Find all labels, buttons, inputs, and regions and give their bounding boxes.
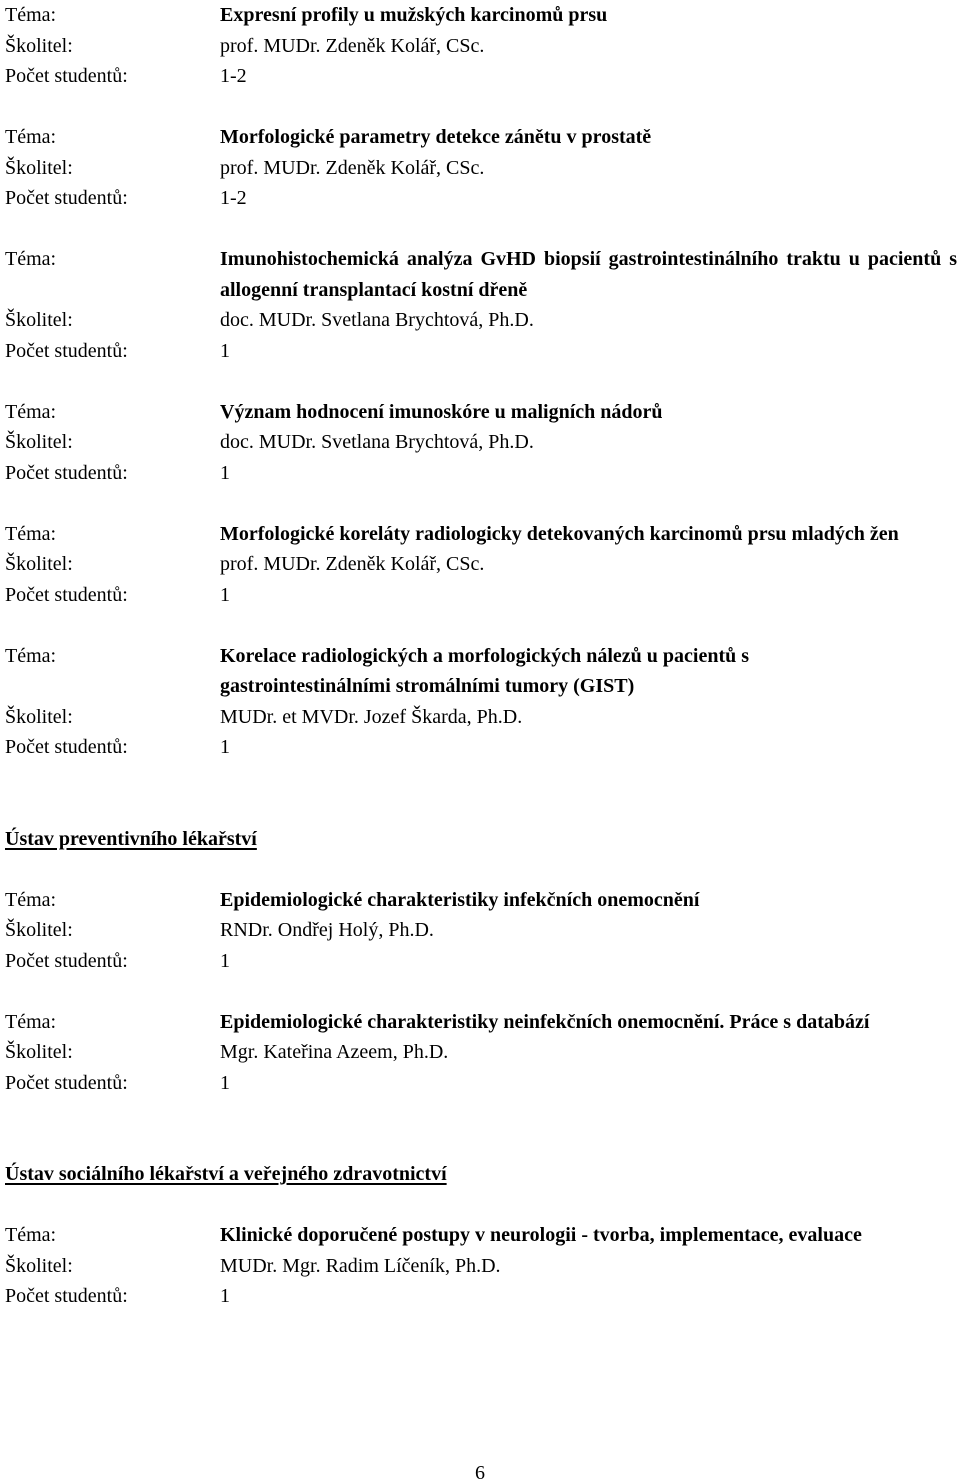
document-page <box>5 0 957 1312</box>
students-label: Počet studentů: <box>5 339 128 362</box>
students-count: 1 <box>220 1285 230 1307</box>
students-label: Počet studentů: <box>5 583 128 606</box>
students-count: 1-2 <box>220 187 247 209</box>
supervisor-label: Školitel: <box>5 705 73 728</box>
topic-label: Téma: <box>5 126 57 148</box>
thesis-entry <box>5 1220 957 1312</box>
students-count: 1 <box>220 339 230 362</box>
section-heading: Ústav preventivního lékařství <box>5 827 257 850</box>
topic-label: Téma: <box>5 644 57 667</box>
students-count: 1 <box>220 736 230 758</box>
supervisor-label: Školitel: <box>5 1254 73 1277</box>
students-label: Počet studentů: <box>5 187 128 209</box>
students-count: 1-2 <box>220 65 247 87</box>
supervisor-name: RNDr. Ondřej Holý, Ph.D. <box>220 919 434 941</box>
thesis-entry <box>5 0 957 92</box>
thesis-entry <box>5 885 957 977</box>
supervisor-name: doc. MUDr. Svetlana Brychtová, Ph.D. <box>220 309 534 331</box>
topic-title: Epidemiologické charakteristiky infekčních onemocnění <box>220 888 700 911</box>
supervisor-name: MUDr. et MVDr. Jozef Škarda, Ph.D. <box>220 705 523 728</box>
supervisor-label: Školitel: <box>5 156 73 179</box>
topic-label: Téma: <box>5 248 57 270</box>
topic-title: Klinické doporučené postupy v neurologii - tvorba, implementace, evaluace <box>220 1224 862 1246</box>
supervisor-label: Školitel: <box>5 309 73 331</box>
students-count: 1 <box>220 583 230 606</box>
section-heading: Ústav sociálního lékařství a veřejného zdravotnictví <box>5 1163 447 1185</box>
topic-title: Epidemiologické charakteristiky neinfekčních onemocnění. Práce s databází <box>220 1010 870 1033</box>
topic-title: Korelace radiologických a morfologických nálezů u pacientů s gastrointestinálními stromálními tumory (GIST) <box>220 644 750 697</box>
supervisor-label: Školitel: <box>5 431 73 453</box>
supervisor-name: prof. MUDr. Zdeněk Kolář, CSc. <box>220 34 485 57</box>
students-label: Počet studentů: <box>5 736 128 758</box>
topic-label: Téma: <box>5 888 57 911</box>
thesis-entry <box>5 122 957 214</box>
students-label: Počet studentů: <box>5 949 128 972</box>
topic-title: Morfologické koreláty radiologicky detekovaných karcinomů prsu mladých žen <box>220 522 899 545</box>
page-number: 6 <box>475 1462 485 1484</box>
thesis-entry <box>5 641 957 763</box>
thesis-entry <box>5 397 957 489</box>
students-label: Počet studentů: <box>5 1071 128 1094</box>
supervisor-label: Školitel: <box>5 34 73 57</box>
students-count: 1 <box>220 461 230 484</box>
topic-title: Morfologické parametry detekce zánětu v prostatě <box>220 126 652 148</box>
topic-label: Téma: <box>5 522 57 545</box>
topic-title: Imunohistochemická analýza GvHD biopsií gastrointestinálního traktu u pacientů s allogenní transplantací kostní dřeně <box>220 248 957 301</box>
thesis-entry <box>5 519 957 611</box>
students-count: 1 <box>220 949 230 972</box>
supervisor-name: prof. MUDr. Zdeněk Kolář, CSc. <box>220 156 485 179</box>
topic-label: Téma: <box>5 4 57 26</box>
topic-label: Téma: <box>5 1224 57 1246</box>
students-label: Počet studentů: <box>5 65 128 87</box>
supervisor-label: Školitel: <box>5 919 73 941</box>
topic-label: Téma: <box>5 1010 57 1033</box>
topic-title: Význam hodnocení imunoskóre u maligních nádorů <box>220 400 663 423</box>
supervisor-label: Školitel: <box>5 553 73 575</box>
supervisor-name: Mgr. Kateřina Azeem, Ph.D. <box>220 1041 449 1063</box>
topic-title: Expresní profily u mužských karcinomů prsu <box>220 4 608 26</box>
students-label: Počet studentů: <box>5 461 128 484</box>
students-count: 1 <box>220 1071 230 1094</box>
topic-label: Téma: <box>5 400 57 423</box>
thesis-entry <box>5 1007 957 1099</box>
supervisor-label: Školitel: <box>5 1041 73 1063</box>
supervisor-name: prof. MUDr. Zdeněk Kolář, CSc. <box>220 553 485 575</box>
students-label: Počet studentů: <box>5 1285 128 1307</box>
thesis-entry <box>5 244 957 366</box>
supervisor-name: MUDr. Mgr. Radim Líčeník, Ph.D. <box>220 1254 501 1277</box>
supervisor-name: doc. MUDr. Svetlana Brychtová, Ph.D. <box>220 431 534 453</box>
